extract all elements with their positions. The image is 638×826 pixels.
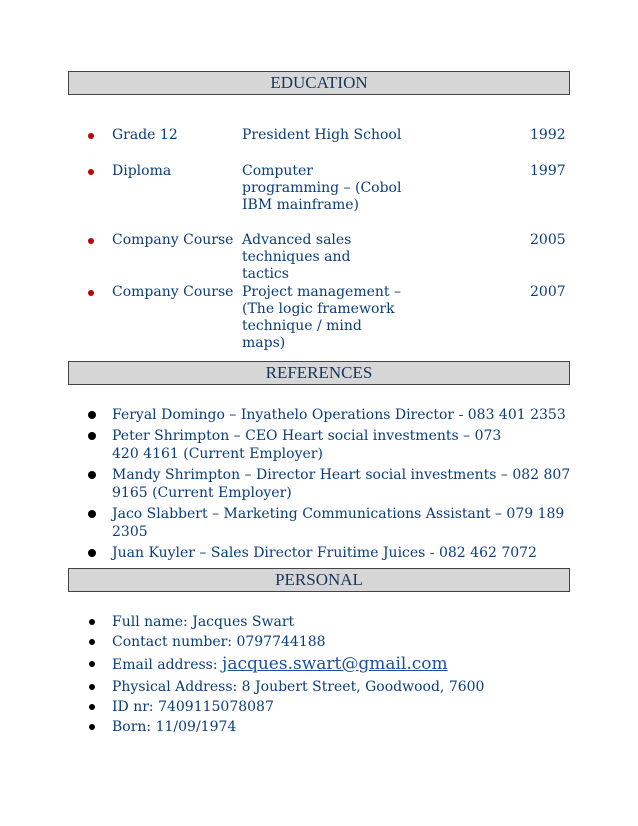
reference-item — [88, 406, 588, 424]
education-level: Company Course — [112, 232, 234, 248]
personal-item — [88, 697, 588, 717]
bullet-icon — [88, 432, 96, 440]
education-level: Company Course — [112, 284, 234, 300]
personal-item — [88, 632, 588, 652]
bullet-icon — [88, 238, 94, 244]
contact-number: Contact number: 0797744188 — [112, 634, 326, 650]
education-year: 2005 — [530, 232, 566, 248]
birth-date: Born: 11/09/1974 — [112, 719, 237, 735]
email-label: Email address: — [112, 657, 218, 673]
personal-item — [88, 612, 588, 632]
reference-item — [88, 505, 588, 541]
reference-text: Feryal Domingo – Inyathelo Operations Director - 083 401 2353 — [112, 407, 566, 423]
education-header — [68, 71, 570, 95]
id-number: ID nr: 7409115078087 — [112, 699, 274, 715]
reference-text: Jaco Slabbert – Marketing Communications Assistant – 079 189 2305 — [112, 506, 565, 540]
education-year: 1992 — [530, 127, 566, 143]
education-institution: Project management – (The logic framework technique / mind maps) — [242, 284, 401, 351]
reference-text: Juan Kuyler – Sales Director Fruitime Juices - 082 462 7072 — [112, 545, 537, 561]
personal-list — [88, 612, 588, 737]
reference-item — [88, 544, 588, 562]
bullet-icon — [89, 661, 95, 667]
education-title: EDUCATION — [270, 73, 368, 92]
bullet-icon — [88, 290, 94, 296]
bullet-icon — [88, 471, 96, 479]
education-institution: Advanced sales techniques and tactics — [242, 232, 352, 282]
education-level: Diploma — [112, 163, 172, 179]
physical-address: Physical Address: 8 Joubert Street, Goodwood, 7600 — [112, 679, 485, 695]
personal-item — [88, 717, 588, 737]
bullet-icon — [89, 639, 95, 645]
personal-title: PERSONAL — [275, 570, 363, 589]
bullet-icon — [89, 619, 95, 625]
education-year: 1997 — [530, 163, 566, 179]
bullet-icon — [88, 510, 96, 518]
personal-item — [88, 677, 588, 697]
education-institution: President High School — [242, 127, 402, 143]
full-name: Full name: Jacques Swart — [112, 614, 295, 630]
references-list — [88, 406, 588, 565]
bullet-icon — [89, 684, 95, 690]
bullet-icon — [88, 411, 96, 419]
education-institution: Computer programming – (Cobol IBM mainframe) — [242, 163, 402, 213]
reference-item — [88, 466, 572, 502]
reference-text: Mandy Shrimpton – Director Heart social investments – 082 807 9165 (Current Employer) — [112, 467, 571, 501]
email-link[interactable]: jacques.swart@gmail.com — [222, 654, 448, 674]
references-header — [68, 361, 570, 385]
reference-item — [88, 427, 532, 463]
bullet-icon — [88, 549, 96, 557]
personal-item — [88, 652, 588, 677]
education-level: Grade 12 — [112, 127, 178, 143]
references-title: REFERENCES — [265, 363, 373, 382]
bullet-icon — [89, 704, 95, 710]
bullet-icon — [88, 169, 94, 175]
personal-header — [68, 568, 570, 592]
education-year: 2007 — [530, 284, 566, 300]
reference-text: Peter Shrimpton – CEO Heart social investments – 073 420 4161 (Current Employer) — [112, 428, 502, 462]
bullet-icon — [88, 133, 94, 139]
bullet-icon — [89, 724, 95, 730]
